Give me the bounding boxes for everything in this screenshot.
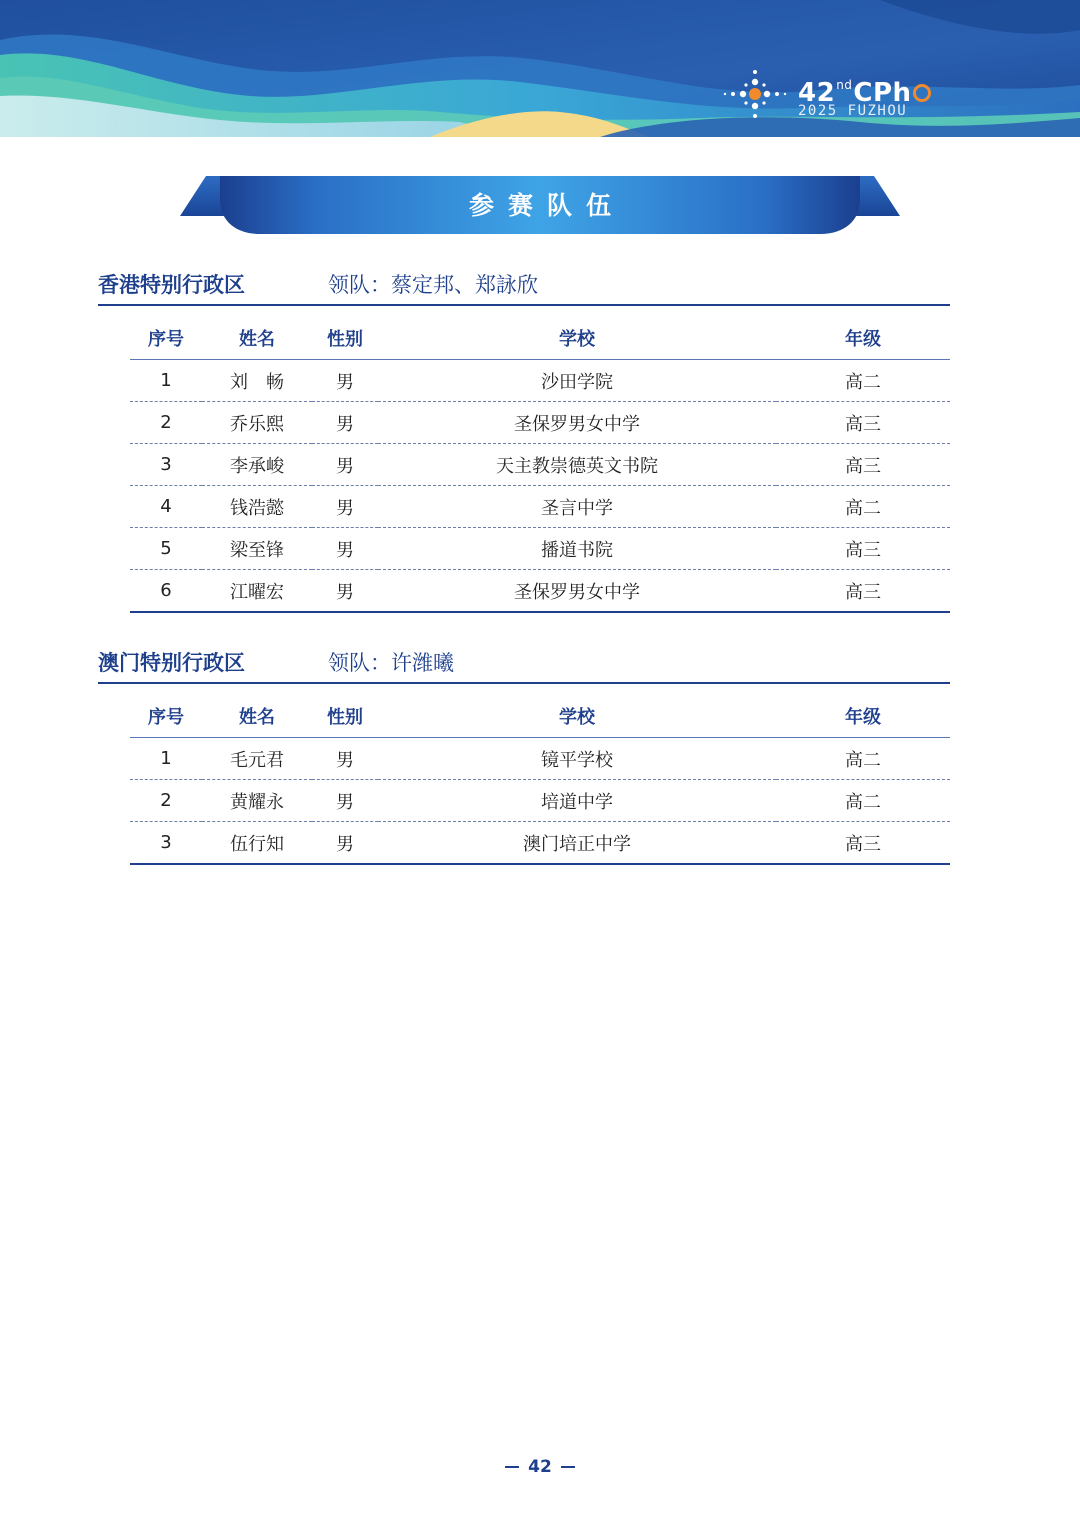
table-row <box>130 486 950 528</box>
team-header-macao <box>98 648 950 686</box>
cell-name: 黄耀永 <box>202 780 312 822</box>
cell-name: 梁至锋 <box>202 528 312 570</box>
page-number-dash-left <box>505 1466 519 1468</box>
cell-no: 6 <box>130 570 202 613</box>
cell-no: 4 <box>130 486 202 528</box>
cell-grade: 高三 <box>776 528 950 570</box>
cell-grade: 高三 <box>776 444 950 486</box>
cell-no: 2 <box>130 402 202 444</box>
cell-grade: 高二 <box>776 360 950 402</box>
cell-school: 澳门培正中学 <box>378 822 776 865</box>
team-header-hongkong <box>98 270 950 308</box>
column-header-gender: 性别 <box>312 316 378 360</box>
logo-ordinal: nd <box>836 78 853 92</box>
column-header-grade: 年级 <box>776 694 950 738</box>
cell-name: 李承峻 <box>202 444 312 486</box>
table-header-row <box>130 316 950 360</box>
column-header-no: 序号 <box>130 694 202 738</box>
table-row <box>130 402 950 444</box>
table-row <box>130 780 950 822</box>
cell-school: 培道中学 <box>378 780 776 822</box>
cell-gender: 男 <box>312 570 378 613</box>
column-header-grade: 年级 <box>776 316 950 360</box>
column-header-school: 学校 <box>378 316 776 360</box>
table-row <box>130 528 950 570</box>
cell-school: 镜平学校 <box>378 738 776 780</box>
header-banner <box>0 0 1080 137</box>
cell-gender: 男 <box>312 528 378 570</box>
roster-table-macao <box>130 694 950 865</box>
page-number-dash-right <box>561 1466 575 1468</box>
cell-school: 播道书院 <box>378 528 776 570</box>
cell-school: 圣保罗男女中学 <box>378 570 776 613</box>
cell-school: 圣保罗男女中学 <box>378 402 776 444</box>
cell-grade: 高二 <box>776 738 950 780</box>
cell-school: 沙田学院 <box>378 360 776 402</box>
cpho-logo <box>722 62 922 126</box>
table-row <box>130 822 950 865</box>
team-leader: 领队：蔡定邦、郑詠欣 <box>328 273 538 297</box>
cell-school: 圣言中学 <box>378 486 776 528</box>
team-name: 香港特别行政区 <box>98 273 245 297</box>
team-divider <box>98 682 950 684</box>
logo-subtitle: 2025 FUZHOU <box>798 103 908 119</box>
cell-name: 毛元君 <box>202 738 312 780</box>
cell-name: 江曜宏 <box>202 570 312 613</box>
column-header-no: 序号 <box>130 316 202 360</box>
cell-name: 刘 畅 <box>202 360 312 402</box>
page-number <box>0 1457 1080 1477</box>
cell-no: 3 <box>130 444 202 486</box>
cell-gender: 男 <box>312 822 378 865</box>
logo-name: CPh <box>853 78 912 108</box>
cell-gender: 男 <box>312 738 378 780</box>
table-row <box>130 444 950 486</box>
column-header-name: 姓名 <box>202 694 312 738</box>
table-row <box>130 360 950 402</box>
column-header-gender: 性别 <box>312 694 378 738</box>
logo-o-mark <box>913 84 931 102</box>
cell-name: 伍行知 <box>202 822 312 865</box>
cell-gender: 男 <box>312 402 378 444</box>
cell-school: 天主教崇德英文书院 <box>378 444 776 486</box>
section-title: 参赛队伍 <box>468 191 625 220</box>
table-row <box>130 738 950 780</box>
cell-no: 2 <box>130 780 202 822</box>
cell-name: 乔乐熙 <box>202 402 312 444</box>
column-header-name: 姓名 <box>202 316 312 360</box>
cell-gender: 男 <box>312 444 378 486</box>
cell-grade: 高二 <box>776 780 950 822</box>
cell-grade: 高二 <box>776 486 950 528</box>
cell-no: 3 <box>130 822 202 865</box>
table-row <box>130 570 950 613</box>
cell-no: 1 <box>130 738 202 780</box>
team-name: 澳门特别行政区 <box>98 651 245 675</box>
roster-table-hongkong <box>130 316 950 613</box>
cell-grade: 高三 <box>776 822 950 865</box>
team-leader: 领队：许潍曦 <box>328 651 454 675</box>
table-header-row <box>130 694 950 738</box>
cell-gender: 男 <box>312 360 378 402</box>
cell-grade: 高三 <box>776 570 950 613</box>
cell-grade: 高三 <box>776 402 950 444</box>
cell-gender: 男 <box>312 780 378 822</box>
logo-number: 42 <box>798 78 836 108</box>
cell-gender: 男 <box>312 486 378 528</box>
page-number-value: 42 <box>528 1457 552 1477</box>
team-divider <box>98 304 950 306</box>
cell-name: 钱浩懿 <box>202 486 312 528</box>
section-title-banner <box>180 176 900 236</box>
cell-no: 5 <box>130 528 202 570</box>
column-header-school: 学校 <box>378 694 776 738</box>
logo-star-icon <box>722 64 788 124</box>
cell-no: 1 <box>130 360 202 402</box>
